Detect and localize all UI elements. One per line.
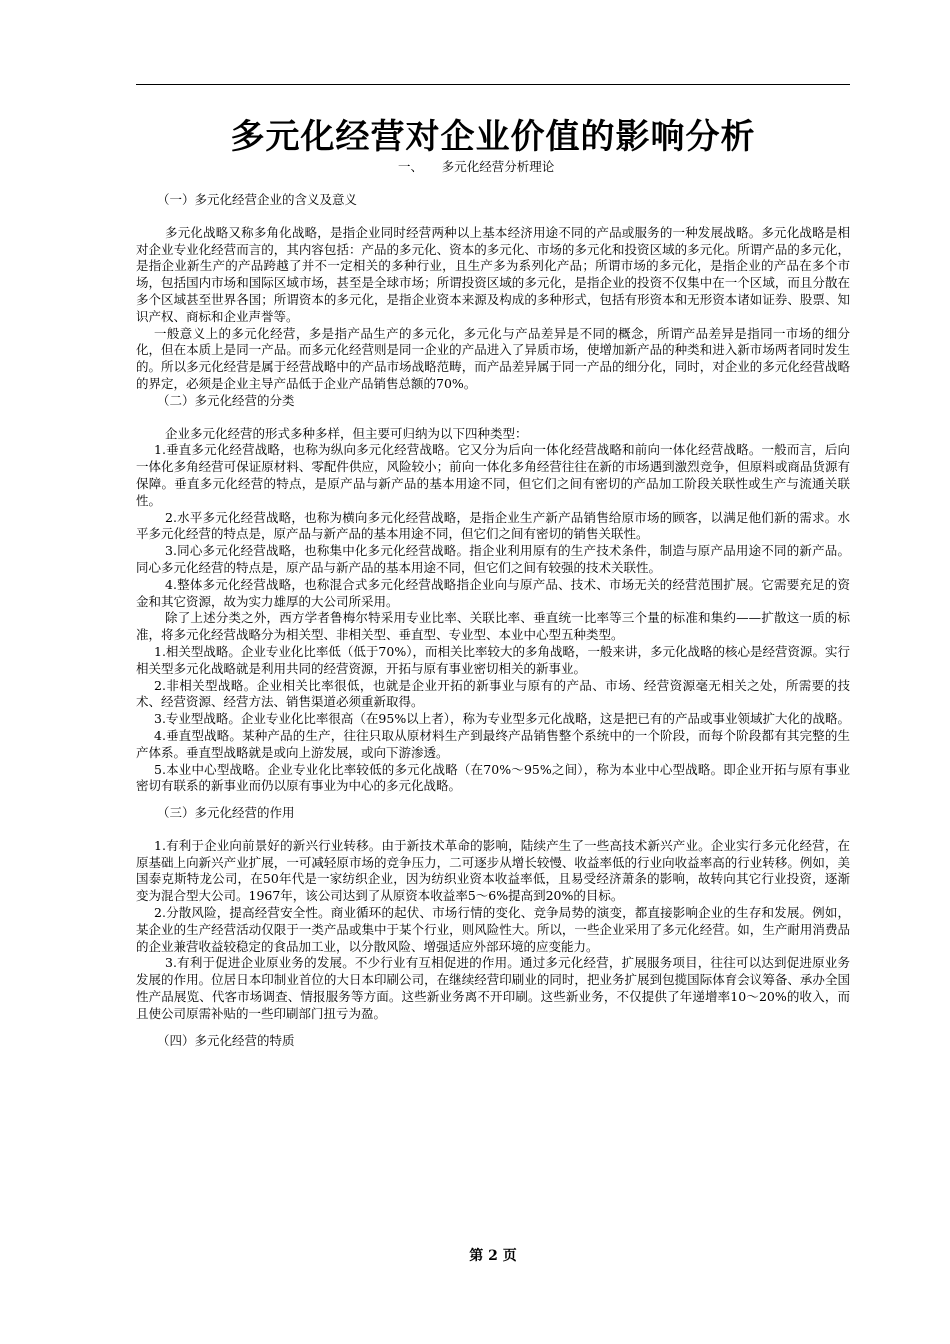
section-subtitle: 一、 多元化经营分析理论 (398, 159, 555, 174)
paragraph: 多元化战略又称多角化战略，是指企业同时经营两种以上基本经济用途不同的产品或服务的一种发展战略。多元化战略是相对企业专业化经营而言的，其内容包括：产品的多元化、资本的多元化、市场的多元化和投资区域的多元化。所谓产品的多元化，是指企业新生产的产品跨越了并不一定相关的多种行业，且生产多为系列化产品；所谓市场的多元化，是指企业的产品在多个市场，包括国内市场和国际区域市场，甚至是全球市场；所谓投资区域的多元化，是指企业的投资不仅集中在一个区域，而且分散在多个区域甚至世界各国；所谓资本的多元化，是指企业资本来源及构成的多种形式，包括有形资本和无形资本诸如证券、股票、知识产权、商标和企业声誉等。 (136, 224, 850, 324)
list-item: 2.非相关型战略。企业相关比率很低，也就是企业开拓的新事业与原有的产品、市场、经营资源毫无相关之处，所需要的技术、经营资源、经营方法、销售渠道必须重新取得。 (136, 677, 850, 710)
list-item: 1.相关型战略。企业专业化比率低（低于70%），而相关比率较大的多角战略，一般来讲，多元化战略的核心是经营资源。实行相关型多元化战略就是利用共同的经营资源，开拓与原有事业密切相关的新事业。 (136, 643, 850, 676)
list-item: 1.垂直多元化经营战略，也称为纵向多元化经营战略。它又分为后向一体化经营战略和前向一体化经营战略。一般而言，后向一体化多角经营可保证原材料、零配件供应，风险较小；前向一体化多角经营往往在新的市场遇到激烈竞争，但原料或商品货源有保障。垂直多元化经营的特点，是原产品与新产品的基本用途不同，但它们之间有密切的产品加工阶段关联性或生产与流通关联性。 (136, 442, 850, 508)
list-item: 5.本业中心型战略。企业专业化比率较低的多元化战略（在70%～95%之间），称为本业中心型战略。即企业开拓与原有事业密切有联系的新事业而仍以原有事业为中心的多元化战略。 (136, 761, 850, 794)
paragraph: 一般意义上的多元化经营，多是指产品生产的多元化，多元化与产品差异是不同的概念，所谓产品差异是指同一市场的细分化，但在本质上是同一产品。而多元化经营则是同一企业的产品进入了异质市场，使增加新产品的种类和进入新市场两者同时发生的。所以多元化经营是属于经营战略中的产品市场战略范畴，而产品差异属于同一产品的细分化，同时，对企业的多元化经营战略的界定，必须是企业主导产品低于企业产品销售总额的70%。 (136, 325, 850, 391)
paragraph: 除了上述分类之外，西方学者鲁梅尔特采用专业比率、关联比率、垂直统一比率等三个量的标准和集约——扩散这一质的标准，将多元化经营战略分为相关型、非相关型、垂直型、专业型、本业中心型五种类型。 (136, 610, 850, 643)
list-item: 4.整体多元化经营战略，也称混合式多元化经营战略指企业向与原产品、技术、市场无关的经营范围扩展。它需要充足的资金和其它资源，故为实力雄厚的大公司所采用。 (136, 576, 850, 609)
list-item: 3.专业型战略。企业专业化比率很高（在95%以上者），称为专业型多元化战略，这是把已有的产品或事业领域扩大化的战略。 (154, 711, 850, 727)
section-heading-1: （一）多元化经营企业的含义及意义 (157, 192, 358, 207)
list-item: 2.分散风险，提高经营安全性。商业循环的起伏、市场行情的变化、竞争局势的演变，都直接影响企业的生存和发展。例如，某企业的生产经营活动仅限于一类产品或集中于某个行业，则风险性大。所以，一些企业采用了多元化经营。如，生产耐用消费品的企业兼营收益较稳定的食品加工业，以分散风险、增强适应外部环境的应变能力。 (136, 905, 850, 954)
section-heading-2: （二）多元化经营的分类 (157, 392, 295, 408)
list-item: 1.有利于企业向前景好的新兴行业转移。由于新技术革命的影响，陆续产生了一些高技术新兴产业。企业实行多元化经营，在原基础上向新兴产业扩展，一可减轻原市场的竞争压力，二可逐步从增长较慢、收益率低的行业向收益率高的行业转移。例如，美国泰克斯特龙公司，在50年代是一家纺织企业，因为纺织业资本收益率低，且易受经济萧条的影响，故转向其它行业投资，逐渐变为混合型大公司。1967年，该公司达到了从原资本收益率5～6%提高到20%的目标。 (136, 837, 850, 904)
section-heading-4: （四）多元化经营的特质 (157, 1032, 295, 1048)
document-title: 多元化经营对企业价值的影响分析 (230, 117, 756, 157)
list-item: 4.垂直型战略。某种产品的生产，往往只取从原材料生产到最终产品销售整个系统中的一个阶段，而每个阶段都有其完整的生产体系。垂直型战略就是或向上游发展，或向下游渗透。 (136, 727, 850, 760)
section-heading-3: （三）多元化经营的作用 (157, 805, 295, 821)
header-rule (136, 84, 850, 85)
list-item: 3.同心多元化经营战略，也称集中化多元化经营战略。指企业利用原有的生产技术条件，制造与原产品用途不同的新产品。同心多元化经营的特点是，原产品与新产品的基本用途不同，但它们之间有较强的技术关联性。 (136, 543, 850, 575)
list-item: 3.有利于促进企业原业务的发展。不少行业有互相促进的作用。通过多元化经营，扩展服务项目，往往可以达到促进原业务发展的作用。位居日本印制业首位的大日本印刷公司，在继续经营印刷业的同时，把业务扩展到包揽国际体育会议筹备、承办全国性产品展览、代客市场调查、情报服务等方面。这些新业务离不开印刷。这些新业务，不仅提供了年递增率10～20%的收入，而且使公司原需补贴的一些印刷部门扭亏为盈。 (136, 955, 850, 1021)
page-number: 第 2 页 (469, 1248, 517, 1264)
paragraph: 企业多元化经营的形式多种多样，但主要可归纳为以下四种类型： (165, 425, 528, 441)
list-item: 2.水平多元化经营战略，也称为横向多元化经营战略，是指企业生产新产品销售给原市场的顾客，以满足他们新的需求。水平多元化经营的特点是，原产品与新产品的基本用途不同，但它们之间有密切的销售关联性。 (136, 509, 850, 542)
document-body (136, 192, 850, 1049)
